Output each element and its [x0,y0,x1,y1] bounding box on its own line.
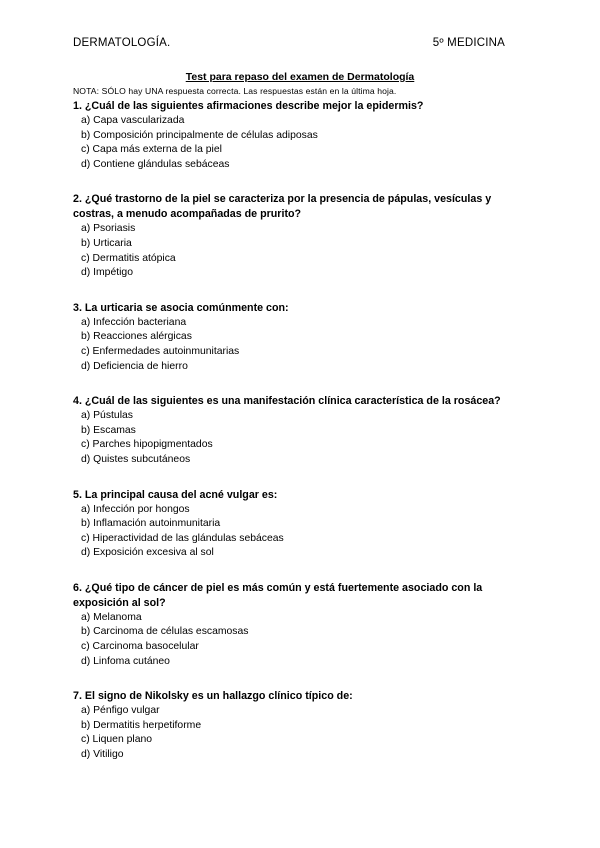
document-title: Test para repaso del examen de Dermatología [185,71,415,83]
header-course: 5º MEDICINA [432,37,505,49]
option-c: c) Hiperactividad de las glándulas sebáceas [81,532,284,544]
question-text: 7. El signo de Nikolsky es un hallazgo clínico típico de: [73,690,353,703]
option-d: d) Impétigo [81,267,133,279]
option-a: a) Capa vascularizada [81,115,185,126]
option-c: c) Liquen plano [81,734,153,746]
question-3 [73,301,518,374]
question-list [73,99,518,783]
question-text: 3. La urticaria se asocia comúnmente con: [73,301,289,314]
option-a: a) Pénfigo vulgar [81,705,160,717]
option-d: d) Vitiligo [81,749,124,761]
option-list [73,222,518,280]
option-b: b) Carcinoma de células escamosas [81,626,249,638]
question-6 [73,581,518,669]
question-5 [73,488,518,561]
option-b: b) Composición principalmente de células adiposas [81,129,318,141]
option-c: c) Carcinoma basocelular [81,641,199,653]
question-text: 4. ¿Cuál de las siguientes es una manifestación clínica característica de la rosácea? [73,395,501,408]
option-c: c) Parches hipopigmentados [81,439,213,451]
option-a: a) Infección bacteriana [81,316,187,328]
option-b: b) Escamas [81,424,136,436]
option-a: a) Infección por hongos [81,503,190,515]
option-d: d) Quistes subcutáneos [81,453,191,465]
question-2 [73,192,518,280]
option-c: c) Enfermedades autoinmunitarias [81,345,240,357]
question-text: 6. ¿Qué tipo de cáncer de piel es más común y está fuertemente asociado con la exposición al sol? [73,581,483,609]
option-a: a) Pústulas [81,410,133,422]
header-subject: DERMATOLOGÍA. [73,37,171,49]
option-list [73,409,518,467]
option-a: a) Psoriasis [81,223,136,235]
option-b: b) Urticaria [81,237,132,249]
option-d: d) Exposición excesiva al sol [81,547,214,559]
option-d: d) Linfoma cutáneo [81,655,170,667]
option-b: b) Reacciones alérgicas [81,331,192,343]
option-list [73,704,518,762]
option-b: b) Dermatitis herpetiforme [81,719,202,731]
option-a: a) Melanoma [81,611,142,623]
option-list [73,114,518,172]
option-c: c) Capa más externa de la piel [81,144,222,156]
option-d: d) Contiene glándulas sebáceas [81,158,230,170]
option-c: c) Dermatitis atópica [81,252,176,264]
option-b: b) Inflamación autoinmunitaria [81,518,221,530]
option-list [73,611,518,669]
question-text: 5. La principal causa del acné vulgar es: [73,488,278,501]
option-d: d) Deficiencia de hierro [81,360,188,372]
page-header [73,37,505,49]
question-text: 1. ¿Cuál de las siguientes afirmaciones describe mejor la epidermis? [73,100,424,112]
question-7 [73,689,518,762]
option-list [73,316,518,374]
question-1 [73,99,518,172]
document-note: NOTA: SÓLO hay UNA respuesta correcta. Las respuestas están en la última hoja. [73,86,397,96]
option-list [73,503,518,561]
question-text: 2. ¿Qué trastorno de la piel se caracteriza por la presencia de pápulas, vesículas y costras, a menudo acompañadas de prurito? [73,193,492,221]
question-4 [73,394,518,467]
